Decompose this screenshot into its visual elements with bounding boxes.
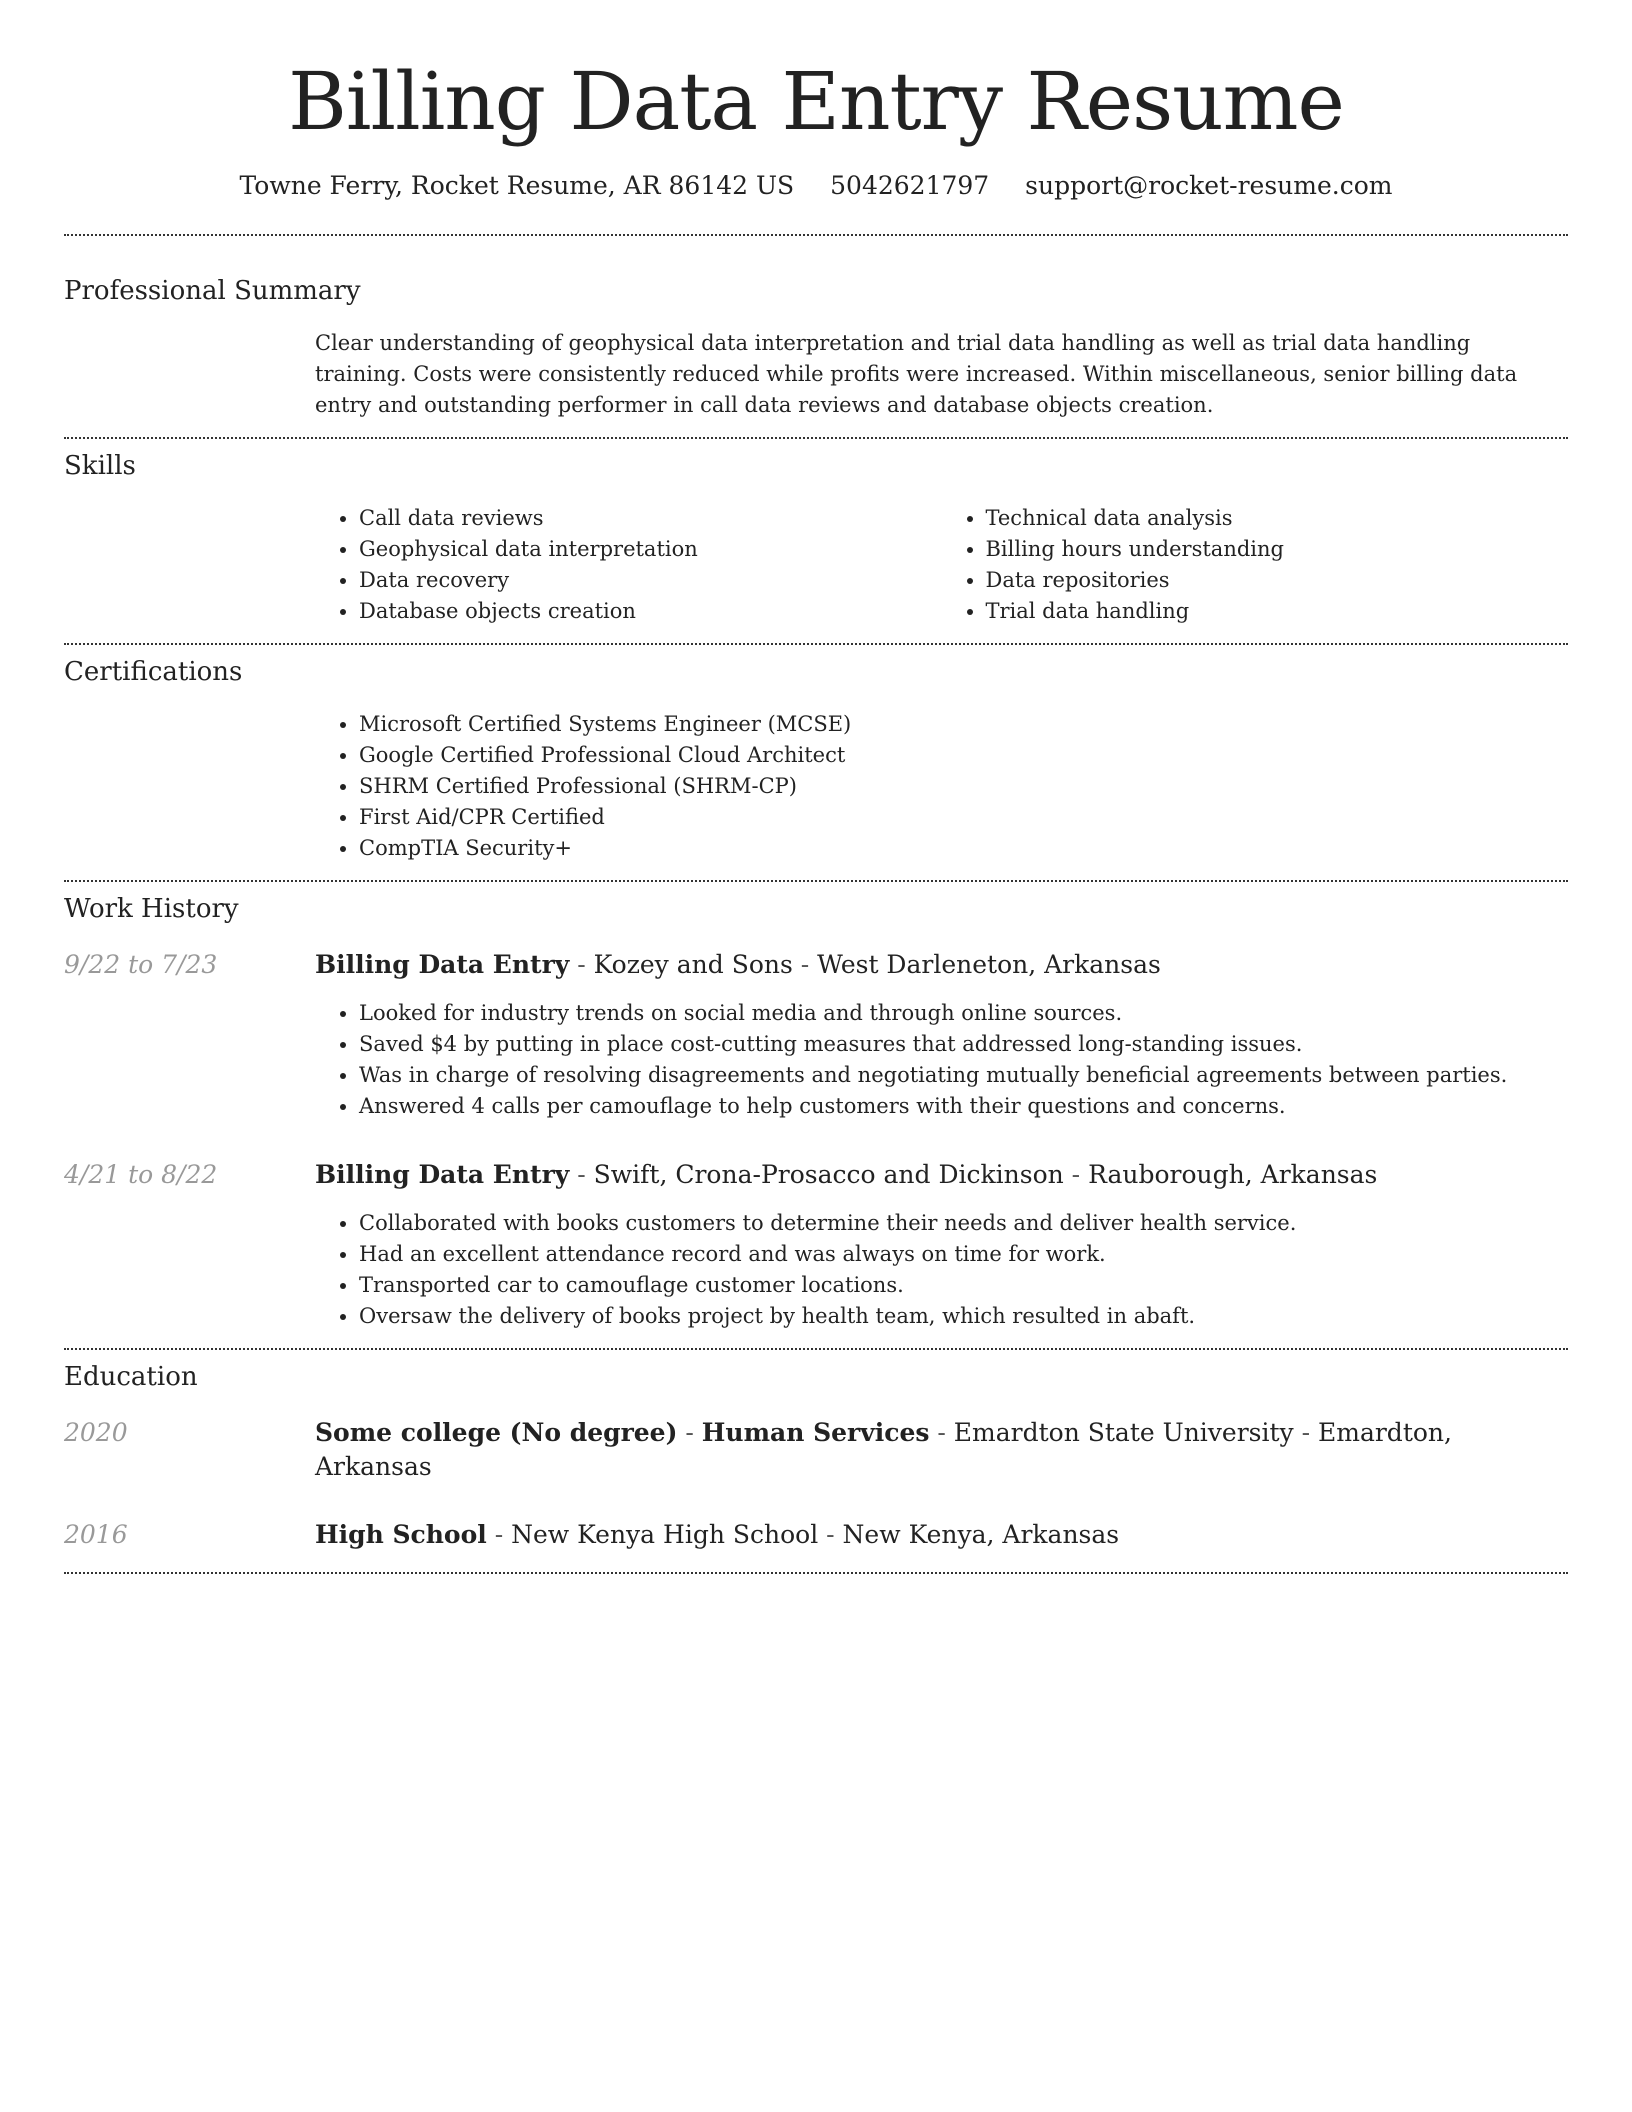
job-header [64,1158,1568,1192]
job-role: Billing Data Entry [315,1160,570,1189]
list-item: • Saved $4 by putting in place cost-cutting measures that addressed long-standing issues. [359,1029,1568,1060]
education-school: Emardton State University [953,1418,1294,1447]
job-location: Rauborough, Arkansas [1088,1160,1378,1189]
education-degree: Some college (No degree) [315,1418,678,1447]
education-school: New Kenya High School [511,1520,819,1549]
list-item: • Had an excellent attendance record and was always on time for work. [359,1239,1568,1270]
list-item: • Data repositories [986,565,1569,596]
job-bullets [315,998,1568,1122]
separator: - [486,1520,512,1549]
certifications-section [64,645,1568,880]
job-entry [64,1158,1568,1348]
education-year: 2020 [64,1418,128,1447]
list-item: • Geophysical data interpretation [359,534,942,565]
education-year: 2016 [64,1520,128,1549]
job-header [64,948,1568,982]
certifications-heading: Certifications [64,657,243,687]
separator: - [792,950,818,979]
job-title-line [315,948,1161,982]
divider [64,1572,1568,1574]
list-item: • SHRM Certified Professional (SHRM-CP) [359,771,1568,802]
list-item: • Data recovery [359,565,942,596]
list-item: • Transported car to camouflage customer locations. [359,1270,1568,1301]
skills-grid [315,503,1568,643]
job-bullet-list [315,1208,1568,1332]
summary-section [64,236,1568,437]
list-item: • Call data reviews [359,503,942,534]
list-item: • Google Certified Professional Cloud Architect [359,740,1568,771]
list-item: • Database objects creation [359,596,942,627]
list-item: • Was in charge of resolving disagreements and negotiating mutually beneficial agreements between parties. [359,1060,1568,1091]
skills-section [64,439,1568,643]
separator: - [677,1418,702,1447]
list-item: • Technical data analysis [986,503,1569,534]
summary-heading: Professional Summary [64,276,361,306]
contact-phone: 5042621797 [830,171,990,200]
education-heading: Education [64,1362,198,1392]
skills-list-left [315,503,942,627]
work-heading: Work History [64,894,239,924]
education-entry [64,1518,1568,1572]
job-role: Billing Data Entry [315,950,570,979]
summary-text: Clear understanding of geophysical data interpretation and trial data handling as well as trial data handling training. Costs were consistently reduced while profits were increased. Within miscellaneous, senior billing data entry and outstanding performer in call data reviews and database objects creation. [315,331,1518,417]
job-dates: 9/22 to 7/23 [64,950,218,979]
list-item: • Answered 4 calls per camouflage to help customers with their questions and concerns. [359,1091,1568,1122]
education-location: New Kenya, Arkansas [842,1520,1120,1549]
job-bullet-list [315,998,1568,1122]
job-bullets [315,1208,1568,1332]
separator: - [1063,1160,1089,1189]
job-company: Kozey and Sons [593,950,793,979]
education-field: Human Services [701,1418,930,1447]
list-item: • Trial data handling [986,596,1569,627]
work-section [64,882,1568,1348]
education-degree: High School [315,1520,487,1549]
resume-title: Billing Data Entry Resume [288,55,1344,148]
list-item: • Billing hours understanding [986,534,1569,565]
job-title-line [315,1158,1377,1192]
education-location: Emardton, Arkansas [315,1418,1452,1481]
education-section [64,1350,1568,1572]
contact-email: support@rocket-resume.com [1025,171,1393,200]
job-company: Swift, Crona-Prosacco and Dickinson [593,1160,1064,1189]
education-line [315,1416,1568,1484]
separator: - [929,1418,954,1447]
education-entry [64,1416,1568,1484]
list-item: • Looked for industry trends on social media and through online sources. [359,998,1568,1029]
resume-page [64,0,1568,1574]
list-item: • Oversaw the delivery of books project by health team, which resulted in abaft. [359,1301,1568,1332]
job-entry [64,948,1568,1122]
job-location: West Darleneton, Arkansas [817,950,1161,979]
separator: - [1293,1418,1318,1447]
certifications-body [315,709,1568,880]
list-item: • Microsoft Certified Systems Engineer (MCSE) [359,709,1568,740]
skills-list-right [942,503,1569,627]
summary-body [315,328,1568,437]
job-dates: 4/21 to 8/22 [64,1160,218,1189]
contact-line [64,170,1568,202]
education-line [315,1518,1119,1552]
certifications-list [315,709,1568,864]
list-item: • CompTIA Security+ [359,833,1568,864]
separator: - [569,1160,594,1189]
skills-heading: Skills [64,451,136,481]
list-item: • First Aid/CPR Certified [359,802,1568,833]
contact-address: Towne Ferry, Rocket Resume, AR 86142 US [239,171,795,200]
separator: - [818,1520,843,1549]
separator: - [569,950,594,979]
list-item: • Collaborated with books customers to determine their needs and deliver health service. [359,1208,1568,1239]
